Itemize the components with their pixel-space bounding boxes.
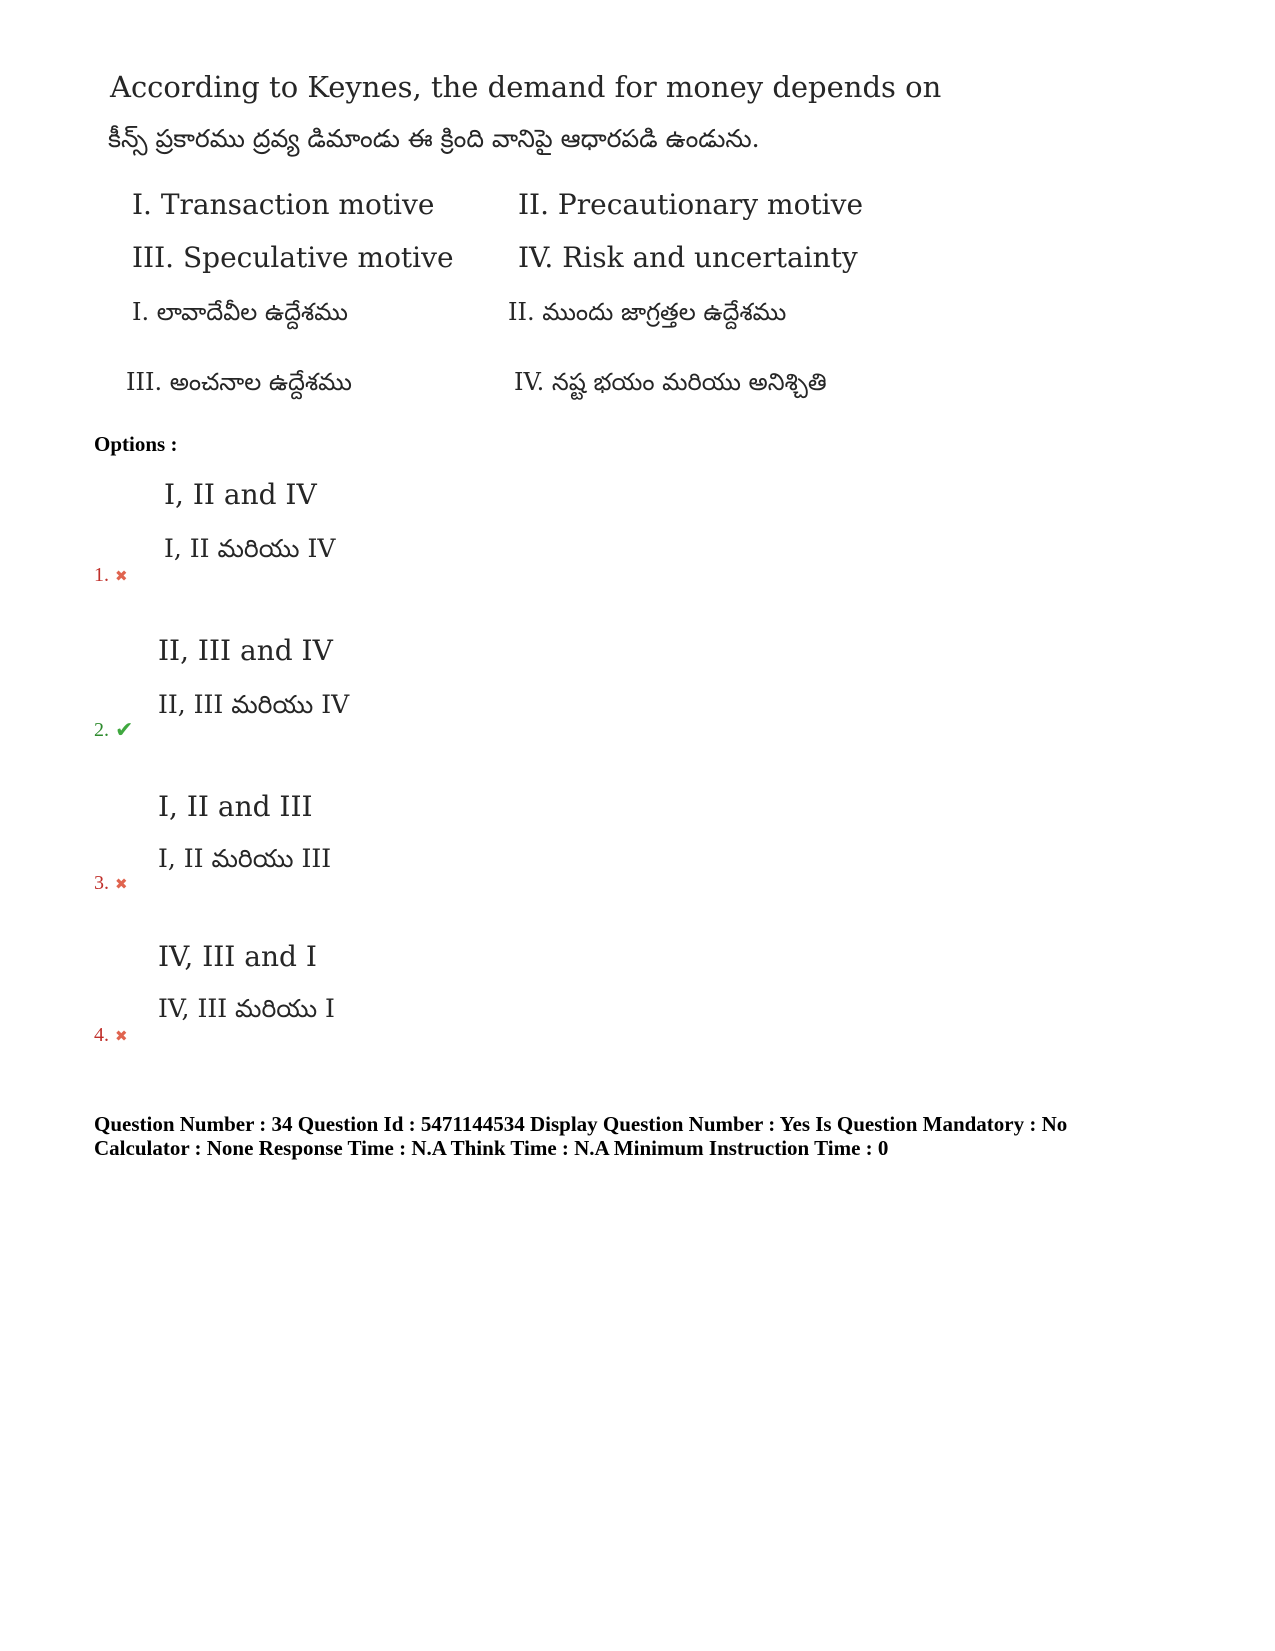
option-4-number: 4.: [94, 1024, 109, 1046]
option-1-english: I, II and IV: [164, 478, 317, 511]
check-icon: ✔: [115, 718, 134, 743]
statement-1-english: I. Transaction motive: [132, 188, 435, 221]
option-4-telugu: IV, III మరియు I: [158, 994, 335, 1023]
statement-3-english: III. Speculative motive: [132, 241, 454, 274]
cross-icon: ✖: [115, 874, 128, 893]
statement-2-english: II. Precautionary motive: [518, 188, 864, 221]
question-text-telugu: కీన్స్ ప్రకారము ద్రవ్య డిమాండు ఈ క్రింది వానిపై ఆధారపడి ఉండును.: [108, 124, 760, 153]
statement-4-english: IV. Risk and uncertainty: [518, 241, 858, 274]
option-1-telugu: I, II మరియు IV: [164, 534, 336, 563]
option-3-telugu: I, II మరియు III: [158, 844, 332, 873]
option-2-marker: [94, 718, 133, 743]
statement-4-telugu: IV. నష్ట భయం మరియు అనిశ్చితి: [514, 368, 827, 396]
option-2-english: II, III and IV: [158, 634, 333, 667]
statement-1-telugu: I. లావాదేవీల ఉద్దేశము: [132, 298, 348, 326]
statement-3-telugu: III. అంచనాల ఉద్దేశము: [126, 368, 352, 396]
option-3-number: 3.: [94, 872, 109, 894]
question-meta-line-2: Calculator : None Response Time : N.A Think Time : N.A Minimum Instruction Time : 0: [94, 1136, 889, 1160]
option-2-number: 2.: [94, 719, 109, 741]
cross-icon: ✖: [115, 1026, 128, 1045]
option-4-english: IV, III and I: [158, 940, 317, 973]
option-4-marker: [94, 1024, 128, 1047]
option-3-english: I, II and III: [158, 790, 313, 823]
option-1-marker: [94, 564, 128, 587]
cross-icon: ✖: [115, 566, 128, 585]
question-meta-line-1: Question Number : 34 Question Id : 5471144534 Display Question Number : Yes Is Question Mandatory : No: [94, 1112, 1068, 1136]
option-2-telugu: II, III మరియు IV: [158, 690, 350, 719]
question-text-english: According to Keynes, the demand for money depends on: [110, 70, 942, 104]
statement-2-telugu: II. ముందు జాగ్రత్తల ఉద్దేశము: [508, 298, 787, 326]
options-label: Options :: [94, 432, 178, 456]
option-1-number: 1.: [94, 564, 109, 586]
option-3-marker: [94, 872, 128, 895]
